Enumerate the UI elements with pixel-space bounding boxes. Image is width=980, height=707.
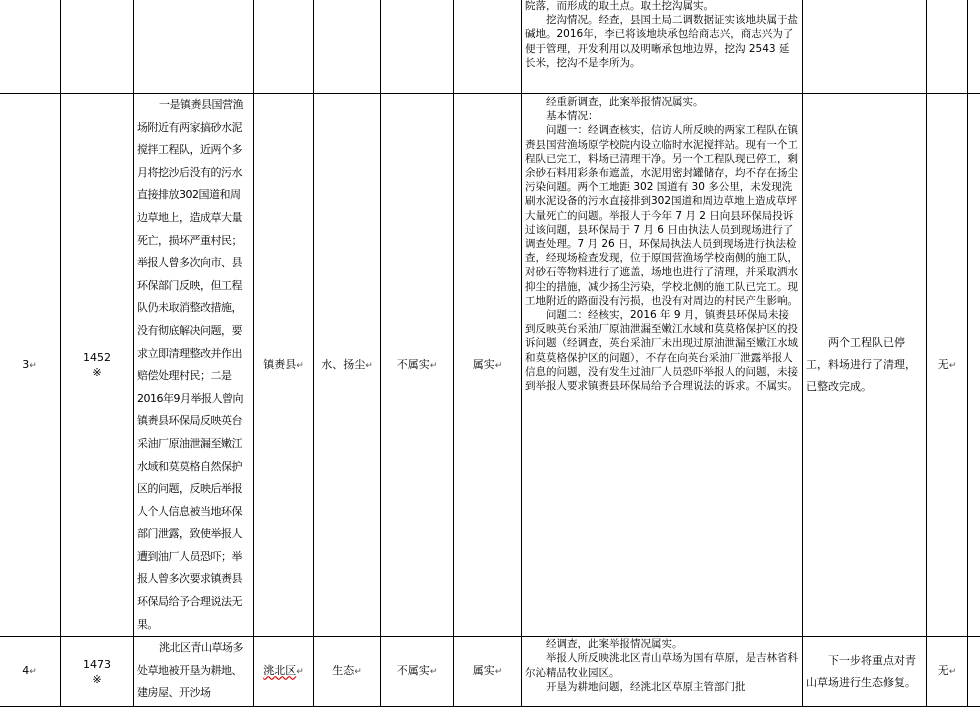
row-number: 4↵ bbox=[0, 637, 61, 707]
pollution-type: 生态↵ bbox=[314, 637, 381, 707]
detail-paragraph: 问题二：经核实，2016 年 9 月，镇赉县环保局未接到反映英台采油厂原油泄漏至嫩江水域和莫莫格保护区的投诉问题（经调查，英台采油厂未出现过原油泄漏至嫩江水域和莫莫格保护区的问题），不存在向英台采油厂泄露举报人信息的问题，没有发生过油厂人员恐吓举报人的问题，未接到举报人要求镇赉县环保局给予合理说法的诉求。不属实。 bbox=[525, 309, 798, 393]
row-number: 3↵ bbox=[0, 94, 61, 637]
detail-paragraph: 开垦为耕地问题，经洮北区草原主管部门批 bbox=[546, 680, 746, 693]
detail-cell bbox=[522, 0, 803, 94]
verdict: 不属实↵ bbox=[381, 94, 454, 637]
detail-paragraph: 经调查，此案举报情况属实。 bbox=[546, 638, 683, 651]
table-row bbox=[0, 637, 980, 707]
case-code: 1452 ※ bbox=[61, 94, 134, 637]
detail-paragraph: 院落，而形成的取土点。取土挖沟属实。 bbox=[525, 0, 714, 12]
accountability: 无↵ bbox=[927, 94, 968, 637]
table-row bbox=[0, 94, 980, 637]
accountability: 无↵ bbox=[927, 637, 968, 707]
detail-cell bbox=[522, 637, 803, 707]
complaint-content: 洮北区青山草场多处草地被开垦为耕地、建房屋、开沙场 bbox=[134, 637, 254, 707]
county: 洮北区↵ bbox=[254, 637, 314, 707]
county: 镇赉县↵ bbox=[254, 94, 314, 637]
detail-paragraph: 基本情况： bbox=[546, 110, 599, 123]
complaint-content: 一是镇赉县国营渔场附近有两家搞砂水泥搅拌工程队，近两个多月将挖沙后没有的污水直接排放302国道和周边草地上，造成草大量死亡，损坏严重村民；举报人曾多次向市、县环保部门反映，但工程队仍未取消整改措施，没有彻底解决问题，要求立即清理整改并作出赔偿处理村民；二是2016年9月举报人曾向镇赉县环保局反映英台采油厂原油泄漏至嫩江水域和莫莫格自然保护区的问题，反映后举报人个人信息被当地环保部门泄露，致使举报人遭到油厂人员恐吓；举报人曾多次要求镇赉县环保局给予合理说法无果。 bbox=[134, 94, 254, 637]
actual-status: 属实↵ bbox=[454, 637, 522, 707]
case-code: 1473 ※ bbox=[61, 637, 134, 707]
detail-paragraph: 经重新调查，此案举报情况属实。 bbox=[546, 96, 704, 108]
rectification-result: 两个工程队已停工，料场进行了清理，已整改完成。 bbox=[803, 94, 927, 637]
pollution-type: 水、扬尘↵ bbox=[314, 94, 381, 637]
rectification-result: 下一步将重点对青山草场进行生态修复。 bbox=[803, 637, 927, 707]
verdict: 不属实↵ bbox=[381, 637, 454, 707]
actual-status: 属实↵ bbox=[454, 94, 522, 637]
detail-paragraph: 挖沟情况。经查，县国土局二调数据证实该地块属于盐碱地。2016年，李已将该地块承包给商志兴，商志兴为了便于管理，开发利用以及明晰承包地边界，挖沟 2543 延长米，挖沟不是李所为。 bbox=[525, 14, 798, 69]
detail-paragraph: 举报人所反映洮北区青山草场为国有草原，是吉林省科尔沁精品牧业园区。 bbox=[525, 652, 798, 679]
table-row bbox=[0, 0, 980, 94]
detail-cell bbox=[522, 94, 803, 637]
detail-paragraph: 问题一：经调查核实，信访人所反映的两家工程队在镇赉县国营渔场原学校院内设立临时水泥搅拌站。现有一个工程队已完工，料场已清理干净。另一个工程队现已停工，剩余砂石料用彩条布遮盖，水泥用密封罐储存，均不存在扬尘污染问题。两个工地距 302 国道有 30 多公里，未发现洗刷水泥设备的污水直接排到302国道和周边草地上造成草坪大量死亡的问题。举报人于今年 7 月 2 日向县环保局投诉过该问题，县环保局于 7 月 6 日由执法人员到现场进行了调查处理。7 月 26 日，环保局执法人员到现场进行执法检查，经现场检查发现，位于原国营渔场学校南侧的施工队，对砂石等物料进行了遮盖，场地也进行了清理，并采取洒水抑尘的措施，减少扬尘污染，学校北侧的施工队已完工。现工地附近的路面没有污损，也没有对周边的村民产生影响。 bbox=[525, 124, 798, 307]
